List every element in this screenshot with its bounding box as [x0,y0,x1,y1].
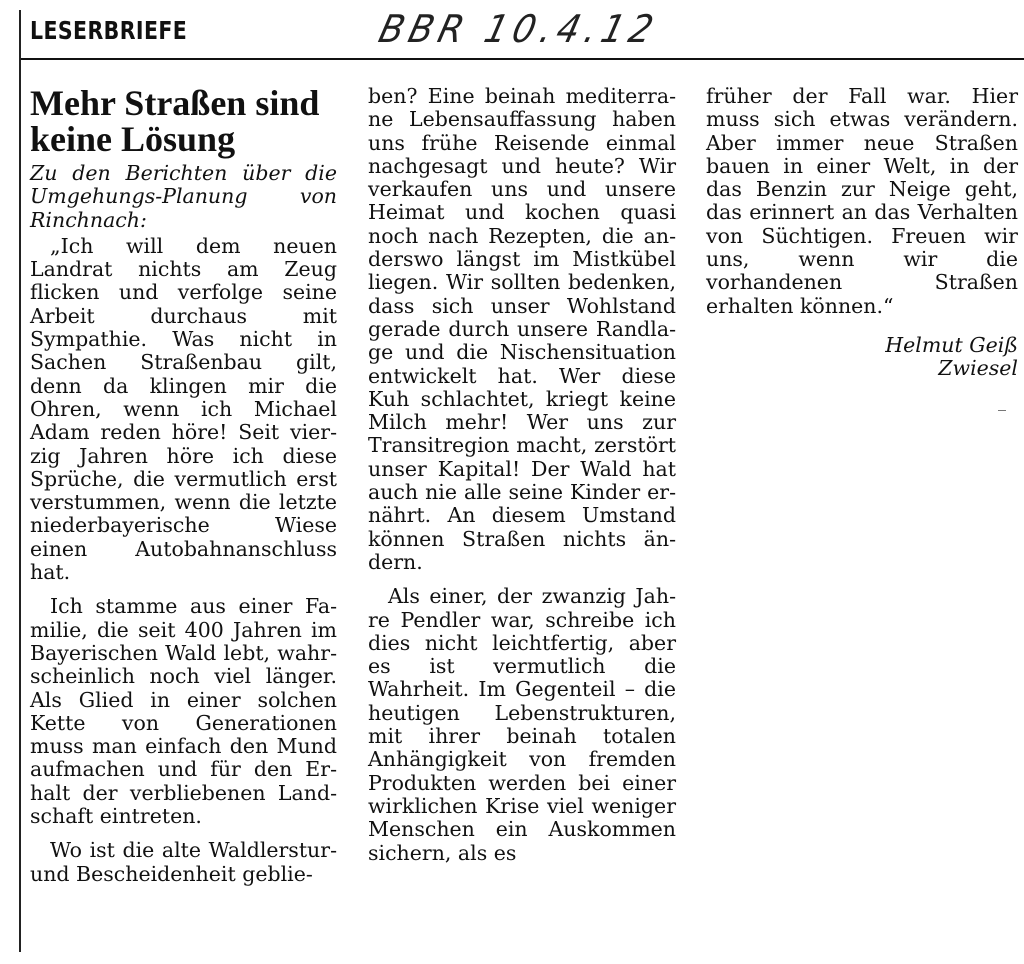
paragraph-2: Ich stamme aus einer Familie, die seit 400 Jahren im Bayerischen Wald lebt, wahrscheinlich noch viel länger. Als Glied in einer solchen Kette von Generationen muss man einfach den Mund aufmachen und für den Erhalt der verbliebenen Landschaft eintreten. [30,594,337,829]
section-label: LESERBRIEFE [30,16,188,45]
paragraph-3-continued: ben? Eine beinah mediterrane Lebensauffassung haben uns frühe Reisende einmal nachgesagt und heute? Wir verkaufen uns und unsere Heimat und kochen quasi noch nach Rezepten, die anderswo längst im Mistkübel liegen. Wir sollten bedenken, dass sich unser Wohlstand gerade durch unsere Randlage und die Nischensituation entwickelt hat. Wer diese Kuh schlachtet, kriegt keine Milch mehr! Wer uns zur Transitregion macht, zerstört unser Kapital! Der Wald hat auch nie alle seine Kinder ernährt. An diesem Umstand können Straßen nichts ändern. [368,84,676,574]
author-town: Zwiesel [938,356,1018,381]
paragraph-4-start: Als einer, der zwanzig Jahre Pendler war, schreibe ich dies nicht leichtfertig, aber es ist vermutlich die Wahrheit. Im Gegenteil – die heutigen Lebenstrukturen, mit ihrer beinah totalen Anhängigkeit von fremden Produkten werden bei einer wirklichen Krise viel weniger Menschen ein Auskommen sichern, als es [368,584,676,865]
paragraph-4-continued: früher der Fall war. Hier muss sich etwas verändern. Aber immer neue Straßen bauen in einer Welt, in der das Benzin zur Neige geht, das erinnert an das Verhalten von Süchtigen. Freuen wir uns, wenn wir die vorhandenen Straßen erhalten können.“ [706,84,1018,318]
column-3 [706,85,1018,381]
header-rule [21,58,1024,60]
column-1 [30,85,337,886]
handwritten-date-note: BBR 10.4.12 [374,7,664,51]
headline: Mehr Straßen sind keine Lösung [30,83,320,159]
left-column-rule [19,10,21,952]
author-signature [706,334,1018,381]
author-name: Helmut Geiß [885,332,1018,357]
paragraph-3-start: Wo ist die alte Waldlerstur- und Bescheidenheit geblie- [30,838,337,886]
decorative-tick [998,410,1006,411]
paragraph-1: „Ich will dem neuen Landrat nichts am Zeug flicken und verfolge seine Arbeit durchaus mit Sympathie. Was nicht in Sachen Straßenbau gilt, denn da klingen mir die Ohren, wenn ich Michael Adam reden höre! Seit vierzig Jahren höre ich diese Sprüche, die vermutlich erst verstummen, wenn die letzte niederbayerische Wiese einen Autobahnanschluss hat. [30,233,337,585]
subhead: Zu den Berichten über die Umgehungs-Planung von Rinchnach: [30,161,337,232]
column-2 [368,85,676,865]
